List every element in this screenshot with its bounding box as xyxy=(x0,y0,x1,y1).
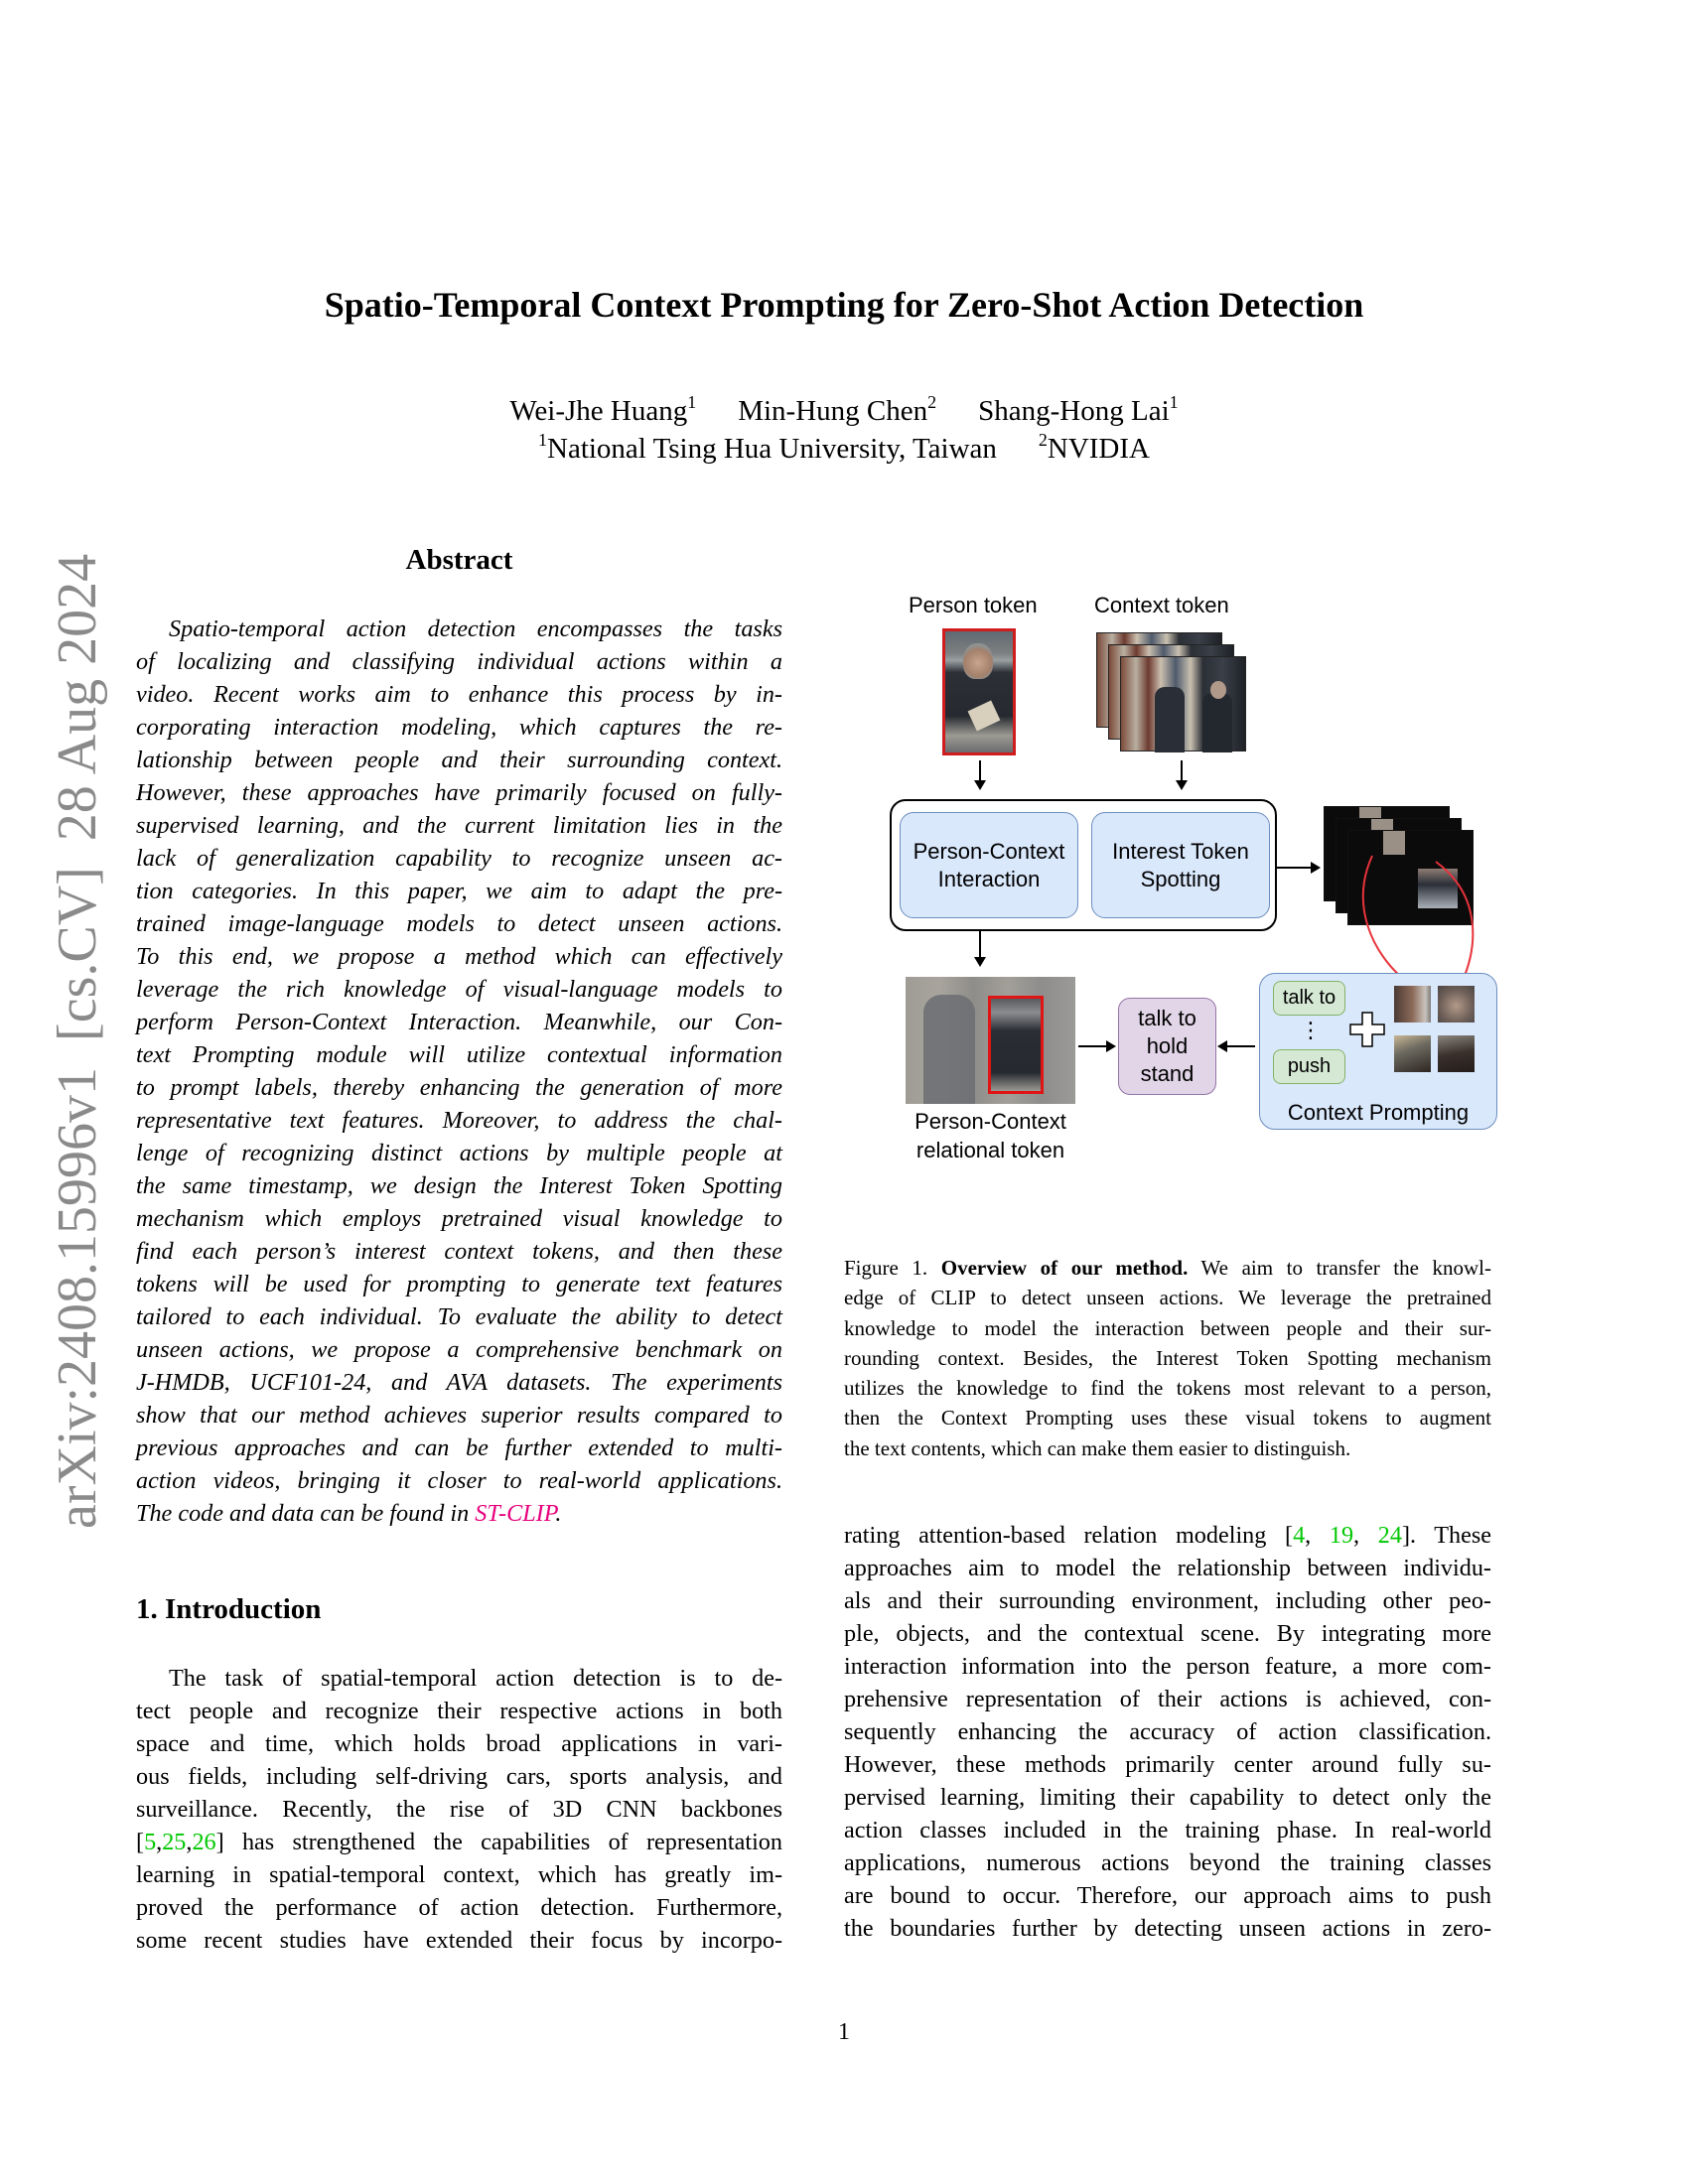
intro-text: rating attention-based relation modeling [ xyxy=(844,1522,1294,1549)
caption-line: knowledge to model the interaction between people and their sur- xyxy=(844,1315,1491,1340)
intro-line: als and their surrounding environment, including other peo- xyxy=(844,1587,1491,1614)
arrow-down-icon xyxy=(979,760,981,788)
abstract-line: representative text features. Moreover, to address the chal- xyxy=(136,1107,782,1134)
person-token-image xyxy=(942,628,1016,755)
intro-line: The task of spatial-temporal action detection is to de- xyxy=(169,1665,782,1692)
person-token-label: Person token xyxy=(909,593,1038,617)
abstract-line: Spatio-temporal action detection encompasses the tasks xyxy=(169,615,782,642)
abstract-line: lationship between people and their surrounding context. xyxy=(136,747,782,773)
code-link[interactable]: ST-CLIP xyxy=(475,1500,556,1527)
action-label: hold xyxy=(1146,1033,1189,1058)
citation-link[interactable]: 24 xyxy=(1377,1522,1402,1549)
person-silhouette xyxy=(1155,687,1185,752)
author-name: Min-Hung Chen xyxy=(738,395,928,427)
abstract-line: However, these approaches have primarily focused on fully- xyxy=(136,779,782,806)
figure-caption xyxy=(844,1253,1491,1463)
abstract-line: tokens will be used for prompting to generate text features xyxy=(136,1271,782,1297)
abstract-line: To this end, we propose a method which can effectively xyxy=(136,943,782,970)
action-label: stand xyxy=(1140,1061,1195,1086)
abstract-line: J-HMDB, UCF101-24, and AVA datasets. The experiments xyxy=(136,1369,782,1396)
arxiv-stamp xyxy=(46,554,109,1529)
intro-line: approaches aim to model the relationship between individu- xyxy=(844,1555,1491,1581)
page-number: 1 xyxy=(838,2019,850,2045)
affiliation-list xyxy=(0,430,1688,466)
intro-line: proved the performance of action detection. Furthermore, xyxy=(136,1894,782,1921)
abstract-line: tion categories. In this paper, we aim to adapt the pre- xyxy=(136,878,782,904)
module-label xyxy=(914,838,1065,893)
citation-link[interactable]: 5 xyxy=(144,1829,157,1855)
affiliation: NVIDIA xyxy=(1047,433,1150,465)
prompt-label-first: talk to xyxy=(1273,981,1345,1016)
author-affil-mark: 1 xyxy=(687,392,697,412)
arxiv-category: [cs.CV] xyxy=(47,867,108,1041)
caption-title: Overview of our method. xyxy=(940,1256,1189,1280)
intro-line: tect people and recognize their respective actions in both xyxy=(136,1698,782,1724)
person-book xyxy=(968,701,1001,732)
abstract-text: The code and data can be found in xyxy=(136,1500,476,1527)
affil-number: 2 xyxy=(1038,430,1048,450)
context-token-label: Context token xyxy=(1094,593,1229,617)
abstract-line: trained image-language models to detect unseen actions. xyxy=(136,910,782,937)
caption-line: then the Context Prompting uses these visual tokens to augment xyxy=(844,1406,1491,1431)
abstract-line: tailored to each individual. To evaluate the ability to detect xyxy=(136,1303,782,1330)
intro-line: some recent studies have extended their focus by incorpo- xyxy=(136,1927,782,1954)
intro-line: surveillance. Recently, the rise of 3D CNN backbones xyxy=(136,1796,782,1823)
module-label-line: Person-Context xyxy=(913,838,1065,864)
intro-line: the boundaries further by detecting unseen actions in zero- xyxy=(844,1915,1491,1942)
abstract-text: . xyxy=(555,1500,562,1527)
abstract-line: of localizing and classifying individual actions within a xyxy=(136,648,782,675)
label-line: Person-Context xyxy=(914,1109,1066,1134)
relational-token-image xyxy=(906,977,1075,1104)
intro-line: sequently enhancing the accuracy of action classification. xyxy=(844,1718,1491,1745)
abstract-line xyxy=(136,1497,782,1530)
introduction-left-column xyxy=(136,1662,782,1957)
person-face xyxy=(963,643,993,679)
intro-line: [5,25,26] has strengthened the capabilities of representation xyxy=(136,1829,782,1855)
introduction-right-column xyxy=(844,1519,1491,1945)
target-person-box xyxy=(988,996,1044,1094)
module-label xyxy=(1112,838,1249,893)
abstract-line: perform Person-Context Interaction. Meanwhile, our Con- xyxy=(136,1009,782,1035)
arrow-right-icon xyxy=(1078,1045,1114,1047)
abstract-line: text Prompting module will utilize contextual information xyxy=(136,1041,782,1068)
predicted-actions-box xyxy=(1118,998,1216,1095)
intro-line: rating attention-based relation modeling [4, 19, 24]. These xyxy=(844,1522,1492,1549)
author-affil-mark: 2 xyxy=(927,392,937,412)
arxiv-id: arXiv:2408.15996v1 xyxy=(47,1066,108,1529)
action-label: talk to xyxy=(1138,1006,1196,1030)
visual-token-patch xyxy=(1438,986,1475,1023)
visual-token-patch xyxy=(1394,986,1431,1023)
abstract-line: leverage the rich knowledge of visual-language models to xyxy=(136,976,782,1003)
author-name: Shang-Hong Lai xyxy=(978,395,1170,427)
abstract-body xyxy=(136,613,782,1530)
vertical-ellipsis-icon: ⋮ xyxy=(1300,1018,1322,1042)
caption-line: edge of CLIP to detect unseen actions. We leverage the pretrained xyxy=(844,1286,1491,1310)
author-list xyxy=(0,392,1688,428)
label-line: relational token xyxy=(915,1138,1065,1162)
intro-line: space and time, which holds broad applications in vari- xyxy=(136,1730,782,1757)
intro-line: interaction information into the person feature, a more com- xyxy=(844,1653,1491,1680)
citation-link[interactable]: 19 xyxy=(1329,1522,1354,1549)
intro-line: learning in spatial-temporal context, which has greatly im- xyxy=(136,1861,782,1888)
person-silhouette xyxy=(923,995,975,1104)
person-silhouette xyxy=(1202,693,1232,752)
abstract-line: previous approaches and can be further extended to multi- xyxy=(136,1434,782,1461)
abstract-heading: Abstract xyxy=(405,544,513,576)
paper-title: Spatio-Temporal Context Prompting for Zero-Shot Action Detection xyxy=(324,285,1364,325)
abstract-line: supervised learning, and the current limitation lies in the xyxy=(136,812,782,839)
caption-label: Figure 1. xyxy=(844,1256,941,1280)
intro-line: ple, objects, and the contextual scene. By integrating more xyxy=(844,1620,1491,1647)
visual-token-patch xyxy=(1394,1035,1431,1072)
intro-line: action classes included in the training phase. In real-world xyxy=(844,1817,1491,1843)
abstract-line: the same timestamp, we design the Interest Token Spotting xyxy=(136,1172,782,1199)
red-curve-arrows-icon xyxy=(1350,844,1489,993)
arrow-left-icon xyxy=(1219,1045,1255,1047)
intro-line: are bound to occur. Therefore, our approach aims to push xyxy=(844,1882,1491,1909)
visual-token-patch xyxy=(1438,1035,1475,1072)
abstract-line: lenge of recognizing distinct actions by multiple people at xyxy=(136,1140,782,1166)
abstract-line: corporating interaction modeling, which captures the re- xyxy=(136,714,782,741)
intro-line: applications, numerous actions beyond the training classes xyxy=(844,1849,1491,1876)
action-list xyxy=(1138,1005,1196,1088)
citation-link[interactable]: 25 xyxy=(162,1829,187,1855)
caption-line: rounding context. Besides, the Interest Token Spotting mechanism xyxy=(844,1345,1491,1370)
author-name: Wei-Jhe Huang xyxy=(509,395,688,427)
introduction-heading: 1. Introduction xyxy=(136,1593,322,1625)
bracket: [ xyxy=(136,1829,145,1855)
caption-text: We aim to transfer the knowl- xyxy=(1188,1256,1492,1280)
abstract-line: action videos, bringing it closer to real-world applications. xyxy=(136,1467,782,1494)
citation-link[interactable]: 26 xyxy=(192,1829,216,1855)
abstract-line: lack of generalization capability to recognize unseen ac- xyxy=(136,845,782,872)
arxiv-date: 28 Aug 2024 xyxy=(47,553,108,842)
citation-link[interactable]: 4 xyxy=(1293,1522,1306,1549)
intro-line: prehensive representation of their actions is achieved, con- xyxy=(844,1686,1491,1712)
affil-number: 1 xyxy=(538,430,547,450)
intro-text: ] has strengthened the capabilities of representation xyxy=(215,1829,782,1855)
arrow-down-icon xyxy=(979,931,981,965)
context-token-image xyxy=(1120,656,1246,751)
intro-line: pervised learning, limiting their capability to detect only the xyxy=(844,1784,1491,1811)
author-affil-mark: 1 xyxy=(1169,392,1179,412)
caption-line: utilizes the knowledge to find the tokens most relevant to a person, xyxy=(844,1376,1491,1401)
abstract-line: unseen actions, we propose a comprehensive benchmark on xyxy=(136,1336,782,1363)
person-context-interaction-module xyxy=(900,812,1078,918)
arrow-down-icon xyxy=(1181,760,1183,788)
context-prompting-label: Context Prompting xyxy=(1287,1100,1470,1125)
prompt-label-last: push xyxy=(1273,1049,1345,1084)
module-label-line: Interest Token xyxy=(1112,838,1249,864)
abstract-line: find each person’s interest context tokens, and then these xyxy=(136,1238,782,1265)
relational-token-label xyxy=(906,1107,1075,1164)
abstract-line: to prompt labels, thereby enhancing the generation of more xyxy=(136,1074,782,1101)
abstract-line: show that our method achieves superior results compared to xyxy=(136,1402,782,1429)
intro-text: ]. These xyxy=(1401,1522,1492,1549)
affiliation: National Tsing Hua University, Taiwan xyxy=(547,433,997,465)
plus-icon xyxy=(1348,1011,1386,1048)
abstract-line: video. Recent works aim to enhance this process by in- xyxy=(136,681,782,708)
abstract-line: mechanism which employs pretrained visual knowledge to xyxy=(136,1205,782,1232)
module-label-line: Spotting xyxy=(1140,866,1221,891)
module-label-line: Interaction xyxy=(937,866,1041,891)
intro-line: ous fields, including self-driving cars, sports analysis, and xyxy=(136,1763,782,1790)
caption-line: the text contents, which can make them easier to distinguish. xyxy=(844,1435,1351,1460)
interest-token-spotting-module xyxy=(1091,812,1270,918)
caption-line xyxy=(844,1253,1491,1283)
arrow-right-icon xyxy=(1277,867,1319,869)
intro-line: However, these methods primarily center around fully su- xyxy=(844,1751,1491,1778)
person-head xyxy=(1210,681,1226,699)
